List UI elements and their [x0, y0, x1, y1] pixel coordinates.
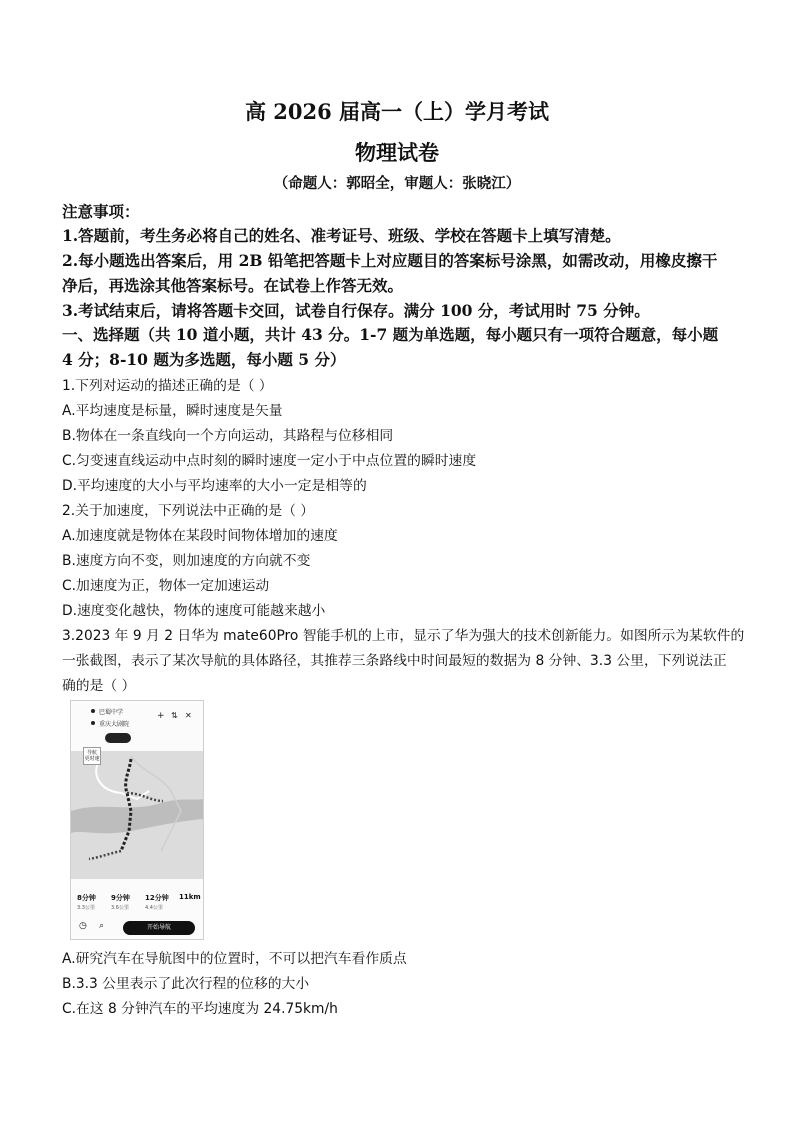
start-navigation-button[interactable]: 开始导航 — [123, 921, 195, 935]
add-icon[interactable]: + — [157, 711, 165, 721]
q3-stem-2: 一张截图，表示了某次导航的具体路径，其推荐三条路线中时间最短的数据为 8 分钟、3.3 公里，下列说法正 — [62, 653, 727, 669]
swap-icon[interactable]: ⇅ — [171, 711, 178, 720]
navigation-screenshot — [70, 700, 204, 940]
note-2a: 2.每小题选出答案后，用 2B 铅笔把答题卡上对应题目的答案标号涂黑，如需改动，用橡皮擦干 — [62, 251, 718, 270]
exam-authors: （命题人：郭昭全，审题人：张晓江） — [273, 175, 521, 192]
search-icon[interactable]: ⌕ — [99, 921, 105, 931]
note-3: 3.考试结束后，请将答题卡交回，试卷自行保存。满分 100 分，考试用时 75 分钟。 — [62, 301, 650, 320]
route-2-distance: 3.6公里 — [111, 905, 129, 911]
exam-subject: 物理试卷 — [355, 140, 439, 165]
q3-stem-1: 3.2023 年 9 月 2 日华为 mate60Pro 智能手机的上市，显示了华为强大的技术创新能力。如图所示为某软件的 — [62, 628, 745, 644]
origin-dot — [91, 709, 95, 713]
note-2b: 净后，再选涂其他答案标号。在试卷上作答无效。 — [62, 276, 404, 295]
q3-stem-3: 确的是（ ） — [62, 678, 136, 694]
clock-icon[interactable]: ◷ — [79, 921, 87, 931]
q2-option-c: C.加速度为正，物体一定加速运动 — [62, 578, 270, 594]
close-icon[interactable]: ✕ — [185, 711, 192, 720]
q1-option-d: D.平均速度的大小与平均速率的大小一定是相等的 — [62, 478, 367, 494]
q2-option-a: A.加速度就是物体在某段时间物体增加的速度 — [62, 528, 338, 544]
q1-option-b: B.物体在一条直线向一个方向运动，其路程与位移相同 — [62, 428, 394, 444]
exam-title: 高 2026 届高一（上）学月考试 — [244, 99, 550, 124]
route-4-time[interactable]: 11km — [179, 893, 201, 901]
nav-badge[interactable]: 导航 更时速 — [83, 747, 101, 765]
q2-stem: 2.关于加速度，下列说法中正确的是（ ） — [62, 503, 315, 519]
destination-dot — [91, 721, 95, 725]
section1-line1: 一、选择题（共 10 道小题，共计 43 分。1-7 题为单选题，每小题只有一项符合题意，每小题 — [62, 325, 719, 344]
route-3-time[interactable]: 12分钟 — [145, 894, 169, 902]
route-origin: 巴蜀中学 — [99, 709, 124, 716]
q3-option-a: A.研究汽车在导航图中的位置时，不可以把汽车看作质点 — [62, 951, 407, 967]
route-1-time[interactable]: 8分钟 — [77, 894, 96, 902]
route-1-distance: 3.3公里 — [77, 905, 95, 911]
q3-option-c: C.在这 8 分钟汽车的平均速度为 24.75km/h — [62, 1001, 338, 1017]
q3-option-b: B.3.3 公里表示了此次行程的位移的大小 — [62, 976, 310, 992]
route-destination: 重庆大剧院 — [99, 721, 130, 728]
route-3-distance: 4.4公里 — [145, 905, 163, 911]
q1-option-a: A.平均速度是标量，瞬时速度是矢量 — [62, 403, 283, 419]
note-1: 1.答题前，考生务必将自己的姓名、准考证号、班级、学校在答题卡上填写清楚。 — [62, 226, 621, 245]
section1-line2: 4 分；8-10 题为多选题，每小题 5 分） — [62, 350, 346, 369]
route-header — [71, 701, 203, 751]
q2-option-d: D.速度变化越快，物体的速度可能越来越小 — [62, 603, 326, 619]
q2-option-b: B.速度方向不变，则加速度的方向就不变 — [62, 553, 311, 569]
q1-stem: 1.下列对运动的描述正确的是（ ） — [62, 378, 273, 394]
q1-option-c: C.匀变速直线运动中点时刻的瞬时速度一定小于中点位置的瞬时速度 — [62, 453, 477, 469]
route-2-time[interactable]: 9分钟 — [111, 894, 130, 902]
notes-heading: 注意事项： — [62, 202, 140, 221]
car-tab[interactable] — [105, 733, 131, 743]
